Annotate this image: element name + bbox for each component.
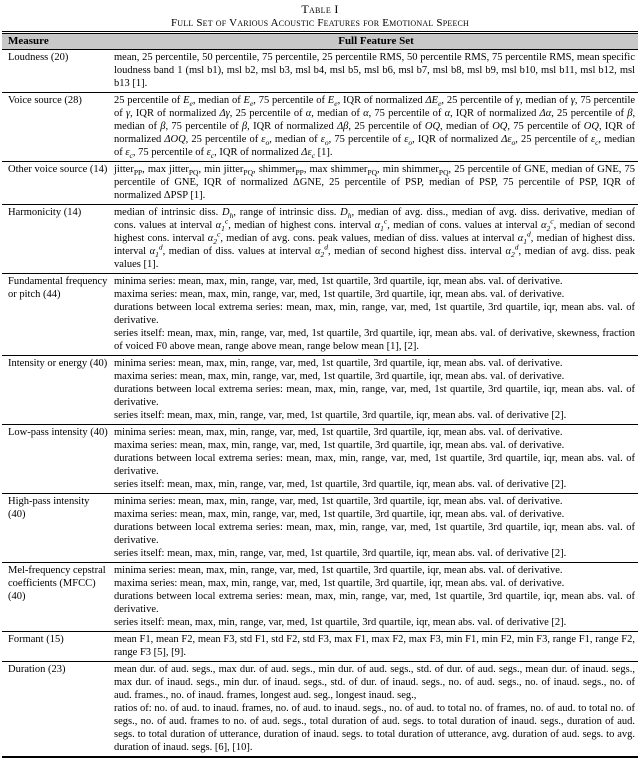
feature-line: ratios of: no. of aud. to inaud. frames, no. of aud. to inaud. segs., no. of aud. to total no. of frames, no. of aud. to total no. of segs., no. of aud. frames to no. of aud. segs., total duration of aud. segs. to total duration of inaud. segs., duration of aud. segs. to total duration of utterance, duration of inaud. segs. to total duration of utterance, avg. duration of aud. segs. to avg. duration of inaud. segs. [6], [10]. bbox=[114, 703, 635, 754]
table-row bbox=[2, 50, 638, 93]
table-body bbox=[2, 50, 638, 758]
measure-cell: Loudness (20) bbox=[2, 50, 112, 93]
table-row bbox=[2, 93, 638, 162]
measure-cell: Harmonicity (14) bbox=[2, 205, 112, 274]
feature-line: mean dur. of aud. segs., max dur. of aud. segs., min dur. of aud. segs., std. of dur. of aud. segs., mean dur. of inaud. segs., max dur. of inaud. segs., min dur. of inaud. segs., std. of dur. of inaud. segs., no. of aud. segs., no. of inaud. segs., no. of aud. frames., no. of inaud. frames, longest aud. seg., longest inaud. seg., bbox=[114, 664, 635, 702]
feature-line: minima series: mean, max, min, range, var, med, 1st quartile, 3rd quartile, iqr, mean abs. val. of derivative. bbox=[114, 358, 563, 370]
column-header-full-feature-set: Full Feature Set bbox=[112, 33, 638, 50]
feature-line: mean F1, mean F2, mean F3, std F1, std F2, std F3, max F1, max F2, max F3, min F1, min F2, min F3, range F1, range F2, range F3 [5], [9]. bbox=[114, 634, 635, 659]
table-row bbox=[2, 356, 638, 425]
table-row bbox=[2, 274, 638, 356]
feature-set-cell bbox=[112, 274, 638, 356]
table-row bbox=[2, 563, 638, 632]
feature-line: median of intrinsic diss. $D_h$, range of intrinsic diss. $D_h$, median of avg. diss., median of avg. diss. derivative, median of cons. values at interval $\alpha_1^c$, median of highest cons. interval $\alpha_1^c$, median of cons. values at interval $\alpha_2^c$, median of second highest cons. interval $\alpha_2^c$, median of avg. cons. peak values, median of diss. values at interval $\alpha_1^d$, median of highest diss. interval $\alpha_1^d$, median of diss. values at interval $\alpha_2^d$, median of second highest diss. interval $\alpha_2^d$, median of avg. diss. peak values [1]. bbox=[114, 207, 636, 271]
feature-line: 25 percentile of $E_e$, median of $E_e$, 75 percentile of $E_e$, IQR of normalized $\Delta E_e$, 25 percentile of γ, median of γ, 75 percentile of γ, IQR of normalized Δγ, 25 percentile of α, median of α, 75 percentile of α, IQR of normalized Δα, 25 percentile of β, median of β, 75 percentile of β, IQR of normalized Δβ, 25 percentile of OQ, median of OQ, 75 percentile of OQ, IQR of normalized ΔOQ, 25 percentile of $\varepsilon_o$, median of $\varepsilon_o$, 75 percentile of $\varepsilon_o$, IQR of normalized $\Delta\varepsilon_o$, 25 percentile of $\varepsilon_c$, median of $\varepsilon_c$, 75 percentile of $\varepsilon_c$, IQR of normalized $\Delta\varepsilon_c$ [1]. bbox=[114, 95, 636, 161]
feature-set-cell bbox=[112, 662, 638, 758]
measure-cell: Fundamental frequency or pitch (44) bbox=[2, 274, 112, 356]
measure-cell: Formant (15) bbox=[2, 632, 112, 662]
feature-line: durations between local extrema series: mean, max, min, range, var, med, 1st quartile, 3rd quartile, iqr, mean abs. val. of derivative. bbox=[114, 384, 635, 409]
table-number: Table I bbox=[301, 2, 339, 16]
measure-cell: Mel-frequency cepstral coefficients (MFCC) (40) bbox=[2, 563, 112, 632]
table-row bbox=[2, 632, 638, 662]
table-row bbox=[2, 662, 638, 758]
measure-cell: High-pass intensity (40) bbox=[2, 494, 112, 563]
feature-line: maxima series: mean, max, min, range, var, med, 1st quartile, 3rd quartile, iqr, mean abs. val. of derivative. bbox=[114, 509, 565, 521]
feature-set-cell bbox=[112, 494, 638, 563]
feature-line: series itself: mean, max, min, range, var, med, 1st quartile, 3rd quartile, iqr, mean abs. val. of derivative, skewness, fraction of voiced F0 above mean, range above mean, range below mean [1], [2]. bbox=[114, 328, 635, 353]
table-row bbox=[2, 205, 638, 274]
feature-line: minima series: mean, max, min, range, var, med, 1st quartile, 3rd quartile, iqr, mean abs. val. of derivative. bbox=[114, 565, 563, 577]
feature-line: series itself: mean, max, min, range, var, med, 1st quartile, 3rd quartile, iqr, mean abs. val. of derivative [2]. bbox=[114, 617, 567, 629]
measure-cell: Intensity or energy (40) bbox=[2, 356, 112, 425]
feature-line: mean, 25 percentile, 50 percentile, 75 percentile, 25 percentile RMS, 50 percentile RMS, 75 percentile RMS, mean specific loudness band 1 (msl b1), msl b2, msl b3, msl b4, msl b5, msl b6, msl b7, msl b8, msl b9, msl b10, msl b11, msl b12, msl b13 [1]. bbox=[114, 52, 635, 90]
feature-line: maxima series: mean, max, min, range, var, med, 1st quartile, 3rd quartile, iqr, mean abs. val. of derivative. bbox=[114, 289, 565, 301]
column-header-measure: Measure bbox=[2, 33, 112, 50]
feature-set-cell bbox=[112, 563, 638, 632]
table-row bbox=[2, 162, 638, 205]
feature-set-cell bbox=[112, 425, 638, 494]
measure-cell: Low-pass intensity (40) bbox=[2, 425, 112, 494]
feature-line: maxima series: mean, max, min, range, var, med, 1st quartile, 3rd quartile, iqr, mean abs. val. of derivative. bbox=[114, 371, 565, 383]
feature-set-cell bbox=[112, 162, 638, 205]
feature-line: maxima series: mean, max, min, range, var, med, 1st quartile, 3rd quartile, iqr, mean abs. val. of derivative. bbox=[114, 440, 565, 452]
table-row bbox=[2, 494, 638, 563]
feature-line: durations between local extrema series: mean, max, min, range, var, med, 1st quartile, 3rd quartile, iqr, mean abs. val. of derivative. bbox=[114, 591, 635, 616]
feature-line: jitter$_{PP}$, max jitter$_{PQ}$, min jitter$_{PQ}$, shimmer$_{PP}$, max shimmer$_{PQ}$, min shimmer$_{PQ}$, 25 percentile of GNE, median of GNE, 75 percentile of GNE, IQR of normalized ΔGNE, 25 percentile of PSP, median of PSP, 75 percentile of PSP, IQR of normalized ΔPSP [1]. bbox=[114, 164, 635, 202]
feature-line: series itself: mean, max, min, range, var, med, 1st quartile, 3rd quartile, iqr, mean abs. val. of derivative [2]. bbox=[114, 410, 567, 422]
measure-cell: Duration (23) bbox=[8, 664, 66, 676]
feature-line: minima series: mean, max, min, range, var, med, 1st quartile, 3rd quartile, iqr, mean abs. val. of derivative. bbox=[114, 276, 563, 288]
feature-line: series itself: mean, max, min, range, var, med, 1st quartile, 3rd quartile, iqr, mean abs. val. of derivative [2]. bbox=[114, 548, 567, 560]
feature-line: minima series: mean, max, min, range, var, med, 1st quartile, 3rd quartile, iqr, mean abs. val. of derivative. bbox=[114, 427, 563, 439]
measure-cell: Voice source (28) bbox=[2, 93, 112, 162]
feature-line: durations between local extrema series: mean, max, min, range, var, med, 1st quartile, 3rd quartile, iqr, mean abs. val. of derivative. bbox=[114, 302, 635, 327]
table-title: Full Set of Various Acoustic Features for Emotional Speech bbox=[170, 16, 470, 29]
table-header bbox=[2, 33, 638, 50]
feature-set-cell bbox=[112, 632, 638, 662]
feature-line: durations between local extrema series: mean, max, min, range, var, med, 1st quartile, 3rd quartile, iqr, mean abs. val. of derivative. bbox=[114, 522, 635, 547]
feature-line: maxima series: mean, max, min, range, var, med, 1st quartile, 3rd quartile, iqr, mean abs. val. of derivative. bbox=[114, 578, 565, 590]
header-row bbox=[2, 33, 638, 50]
table-caption bbox=[2, 3, 638, 29]
feature-set-cell bbox=[112, 356, 638, 425]
measure-cell: Other voice source (14) bbox=[2, 162, 112, 205]
feature-set-cell bbox=[112, 93, 638, 162]
feature-line: durations between local extrema series: mean, max, min, range, var, med, 1st quartile, 3rd quartile, iqr, mean abs. val. of derivative. bbox=[114, 453, 635, 478]
acoustic-features-table bbox=[2, 31, 638, 758]
feature-line: series itself: mean, max, min, range, var, med, 1st quartile, 3rd quartile, iqr, mean abs. val. of derivative [2]. bbox=[114, 479, 567, 491]
feature-set-cell bbox=[112, 50, 638, 93]
feature-set-cell bbox=[112, 205, 638, 274]
feature-line: minima series: mean, max, min, range, var, med, 1st quartile, 3rd quartile, iqr, mean abs. val. of derivative. bbox=[114, 496, 563, 508]
table-row bbox=[2, 425, 638, 494]
